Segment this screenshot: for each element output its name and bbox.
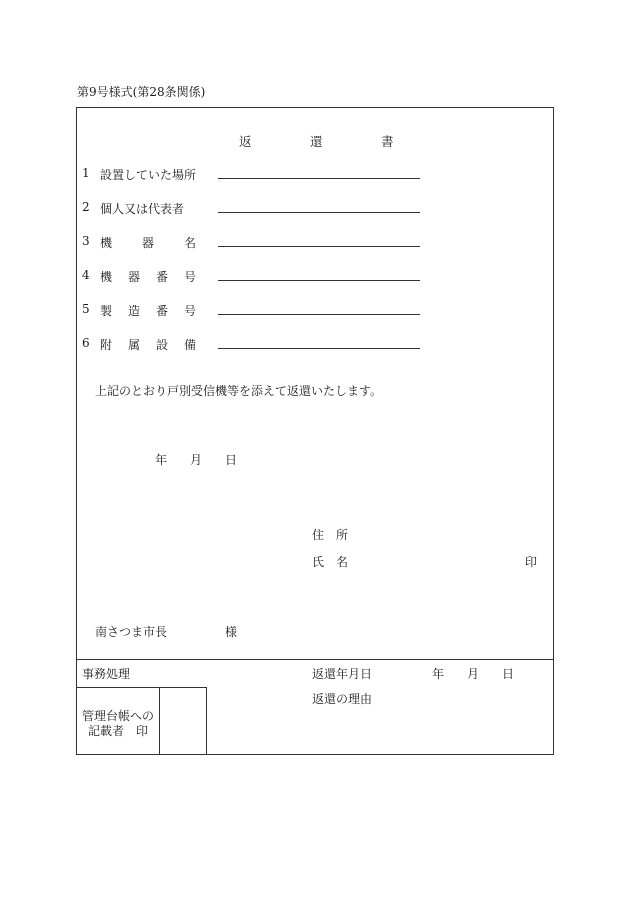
- item-row-representative: [0, 200, 630, 216]
- return-year-label: 年: [432, 667, 445, 681]
- fill-in-line[interactable]: [218, 280, 420, 281]
- date-year-label: 年: [155, 453, 168, 467]
- ledger-seal-cell-divider: [159, 687, 160, 755]
- return-date-label: 返還年月日: [312, 667, 373, 681]
- item-row-location: [0, 166, 630, 182]
- title-char: 返: [239, 134, 252, 149]
- item-label: 設置していた場所: [100, 168, 197, 182]
- item-label: 機 器 番 号: [100, 270, 197, 284]
- fill-in-line[interactable]: [218, 178, 420, 179]
- return-reason-label: 返還の理由: [312, 692, 373, 706]
- return-month-label: 月: [467, 667, 480, 681]
- name-label: 氏 名: [312, 555, 349, 569]
- date-month-label: 月: [190, 453, 203, 467]
- return-statement: 上記のとおり戸別受信機等を添えて返還いたします。: [95, 384, 383, 398]
- item-number: 6: [82, 336, 90, 350]
- fill-in-line[interactable]: [218, 314, 420, 315]
- title-char: 還: [310, 134, 323, 149]
- item-number: 5: [82, 302, 90, 316]
- fill-in-line[interactable]: [218, 212, 420, 213]
- item-row-accessories: [0, 336, 630, 352]
- date-day-label: 日: [225, 453, 238, 467]
- fill-in-line[interactable]: [218, 348, 420, 349]
- title-char: 書: [381, 134, 394, 149]
- item-label: 製 造 番 号: [100, 304, 197, 318]
- form-code: 第9号様式(第28条関係): [77, 85, 206, 99]
- ledger-label-line1: 管理台帳への: [82, 709, 155, 723]
- office-section-divider: [76, 659, 554, 660]
- addressee-mayor: 南さつま市長: [95, 625, 168, 639]
- item-label: 機 器 名: [100, 236, 197, 250]
- item-row-device-number: [0, 268, 630, 284]
- fill-in-line[interactable]: [218, 246, 420, 247]
- address-label: 住 所: [312, 528, 349, 542]
- office-processing-label: 事務処理: [82, 667, 131, 681]
- item-number: 3: [82, 234, 90, 248]
- return-date-fields: [0, 668, 630, 682]
- ledger-label-line2: 記載者 印: [88, 724, 149, 738]
- item-number: 1: [82, 166, 90, 180]
- addressee-honorific: 様: [225, 625, 238, 639]
- form-title: [0, 132, 630, 149]
- seal-mark: 印: [525, 555, 538, 569]
- item-row-device-name: [0, 234, 630, 250]
- item-label: 附 属 設 備: [100, 338, 197, 352]
- item-number: 2: [82, 200, 90, 214]
- item-label: 個人又は代表者: [100, 202, 185, 216]
- submission-date: [0, 454, 630, 468]
- item-row-serial-number: [0, 302, 630, 318]
- return-day-label: 日: [502, 667, 515, 681]
- item-number: 4: [82, 268, 90, 282]
